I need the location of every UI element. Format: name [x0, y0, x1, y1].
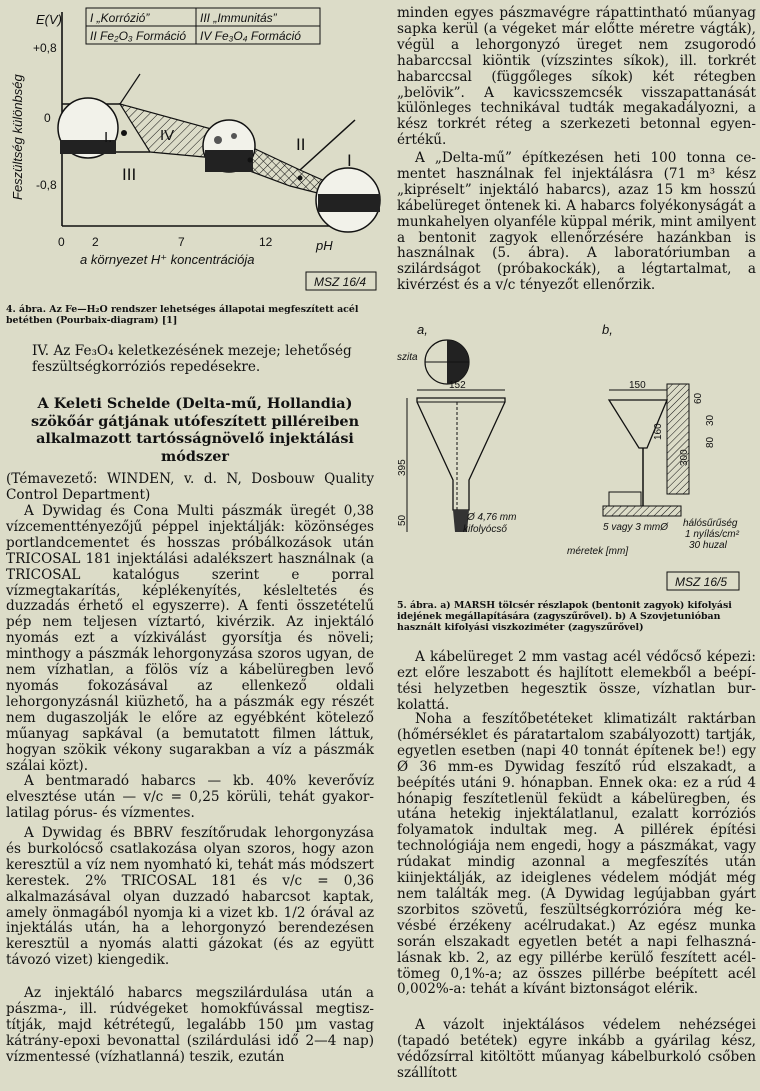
section-heading: A Keleti Schelde (Delta-mű, Hollandia) szökőár gátjának utófeszített pilléreiben alkalmazott tartósságnövelő injektálási módszer	[30, 395, 360, 465]
specimen-circle-3	[316, 168, 380, 232]
paragraph-iv: IV. Az Fe₃O₄ keletkezésének mezeje; lehetőség feszültségkorróziós repedésekre.	[32, 343, 352, 375]
paragraph-1: A Dywidag és Cona Multi pászmák üregét 0,38 vízcementtényezőjű péppel injektálják: közönséges portlandcementet és hosszas próbálkozások után TRICOSAL 181 injektálási adalékszert használnak (a TRICOSAL katalógus szerint e porral vízmegtakarítás, képlékenyítés, késleltetés és duzzadás érhető el egyszerre). A fenti összetételű pép nem teljesen víztartó, kivérzik. Az injektáló nyomás ezt a vízkiválást gyorsítja és növeli; minthogy a pászmák lehorgonyzása szoros ugyan, de nem vízhatlan, a fölös víz a kábelüregben levő nyomás fokozásával az ellenkező oldali lehorgonyzásnál kiüzhető, ha a pászmák egy részét nem dugaszolják le előre az egyébként kötelező műanyag sapkával (a bemutatott filmen láttuk, hogyan szökik vékony sugarakban a víz a pászmák szálai közt).	[6, 503, 374, 774]
paragraph-9: A vázolt injektálásos védelem nehézségei (tapadó betétek) egyre inkább a gyárilag kész, védőzsírral kitöltött műanyag kábelburkoló csőben szállított	[397, 1017, 756, 1081]
dim-50: 50	[397, 514, 408, 526]
paragraph-3: A Dywidag és BBRV feszítőrudak lehorgonyzása és burkolócső csatlakozása olyan szoros, hogy azon keresztül a víz nem nyomható ki, tehát más módszert kerestek. 2% TRICOSAL 181 és v/c = 0,36 alkalmazásával olyan duzzadó habarcsot kaptak, amely önmagából nyomja ki a vizet kb. 1/2 órával az injektálás után, ha a lehorgonyzó berendezésen keresztül a nyomás alatti gázokat (és az együtt távozó vizet) kiengedik.	[6, 825, 374, 969]
szita-label: szita	[397, 352, 418, 363]
note-1: hálósűrűség	[683, 518, 738, 529]
paragraph-7: A kábelüreget 2 mm vastag acél védőcső képezi: ezt előre leszabott és hajlított elemekből a beépítési helyzetben hegesztik össze, vízhatlan burkolattá.	[397, 649, 756, 713]
region-label-ii: II	[296, 135, 306, 154]
nozzle-sub: kifolyócső	[463, 524, 507, 535]
dim-300: 300	[679, 449, 690, 466]
x-axis-label: a környezet H⁺ koncentrációja	[80, 252, 255, 267]
specimen-circle-2	[203, 120, 255, 172]
fig5-caption: 5. ábra. a) MARSH tölcsér részlapok (bentonit zagyok) kifolyási idejének megállapítására (zagyszűrővel). b) A Szovjetunióban használt kifolyási viszkoziméter (zagyszűrővel)	[397, 600, 732, 633]
dim-395: 395	[397, 459, 408, 476]
x-tick-7: 7	[178, 235, 185, 249]
fig5-label-b: b,	[602, 322, 613, 337]
x-unit: pH	[316, 238, 333, 253]
region-label-i-left: I.	[104, 129, 113, 146]
paragraph-2: A bentmaradó habarcs — kb. 40% keverővíz elvesztése után — v/c = 0,25 körüli, tehát gyakorlatilag pórus- és vízmentes.	[6, 773, 374, 821]
legend-3: III „Immunitás”	[200, 11, 277, 25]
fig4-caption: 4. ábra. Az Fe—H₂O rendszer lehetséges állapotai megfeszített acél betétben (Pourbaix-diagram) [1]	[6, 304, 359, 326]
nozzle-label: Ø 4,76 mm	[467, 512, 517, 523]
y-tick-bot: -0,8	[36, 178, 57, 192]
tip-label: 5 vagy 3 mmØ	[603, 522, 669, 533]
fig5-label-a: a,	[417, 322, 428, 337]
legend-4: IV Fe₃O₄ Formáció	[200, 29, 301, 43]
region-label-iii: III	[122, 165, 137, 184]
x-tick-2: 2	[92, 235, 99, 249]
dim-152: 152	[449, 380, 466, 391]
y-axis-title: Feszültség különbség	[10, 74, 25, 200]
units-label: méretek [mm]	[567, 546, 629, 557]
x-tick-12: 12	[259, 235, 273, 249]
fig4-stamp: MSZ 16/4	[314, 275, 367, 289]
dim-60: 60	[693, 392, 704, 404]
dim-150: 150	[629, 380, 646, 391]
dim-160: 160	[653, 423, 664, 440]
paragraph-8: Noha a feszítőbetéteket klimatizált raktárban (hőmérséklet és páratartalom szabályozott) tartják, egyetlen esetben (napi 40 tonnát építenek be!) egy Ø 36 mm-es Dywidag feszítő rúd elszakadt, a beépítés utáni 9. hónapban. Ennek oka: ez a rúd 4 hónapig feszítetlenül feküdt a kábelüregben, és utána hetekig injektálatlanul, ezalatt korróziós folyamatok indultak meg. A pillérek építési technológiája nem engedi, hogy a pászmákat, vagy rúdakat mindig azonnal a megfeszítés után kiinjektálják, az ideiglenes védelem módját még nem találták meg. (A Dywidag legújabban gyárt szorbitos szövetű, feszültségkorrózióra még kevésbé érzékeny acélrudakat.) Az egész munka során elszakadt egyetlen betét a napi felhasználásnak kb. 2, az egy pillérbe kerülő feszített acéltömeg 0,1%-a; az összes pillérbe beépített acél 0,002%-a: tehát a kívánt biztonságot elérik.	[397, 711, 756, 998]
y-tick-mid: 0	[44, 111, 51, 125]
region-label-iv: IV	[160, 127, 175, 144]
legend-2: II Fe₂O₃ Formáció	[90, 29, 187, 43]
region-label-i-right: I	[347, 151, 352, 170]
paragraph-5: minden egyes pászmavégre rápattintható műanyag sapka kerül (a végeket már előtte méretre vágták), végül a lehorgonyzó üreget nem zsugorodó habarccsal kiöntik (vízszintes síkok), ill. torkrét habarccsal (függőleges síkok) két rétegben „belövik”. A kavicsszemcsék visszapattanását különleges technikával tudták megakadályozni, a kész torkrét réteg a szerkezeti betonnal egyenértékű.	[397, 5, 756, 149]
legend-1: I „Korrózió”	[90, 11, 150, 25]
note-2: 1 nyílás/cm²	[685, 529, 739, 540]
x-tick-0: 0	[58, 235, 65, 249]
y-unit: E(V)	[36, 12, 62, 27]
paragraph-6: A „Delta-mű” építkezésen heti 100 tonna cementet használnak fel injektálásra (71 m³ kész „kipréselt” injektáló habarcs), azaz 15 km hosszú kábelüreget öntenek ki. A habarcs folyékonyságát a munkahelyen olyanféle küppal mérik, mint amilyent a bentonit zagyok ellenőrzésére hazánkban is használnak (5. ábra). A laboratóriumban a szilárdságot (próbakockák), a légtartalmat, a kivérzést és a v/c tényezőt ellenőrzik.	[397, 150, 756, 294]
fig5-stamp: MSZ 16/5	[675, 575, 728, 589]
y-tick-top: +0,8	[33, 41, 57, 55]
dim-30: 30	[705, 414, 716, 426]
paragraph-4: Az injektáló habarcs megszilárdulása után a pászma-, ill. rúdvégeket homokfúvással megtisztítják, majd kétrétegű, legalább 150 µm vastag kátrány-epoxi bevonattal (szilárdulási idő 2—4 nap) vízmentessé (vízhatlanná) teszik, ezután	[6, 985, 374, 1065]
dim-80: 80	[705, 436, 716, 448]
pourbaix-diagram	[0, 0, 382, 296]
marsh-funnel-figure	[397, 320, 760, 596]
paragraph-temavezeto: (Témavezető: WINDEN, v. d. N, Dosbouw Quality Control Department)	[6, 471, 374, 503]
note-3: 30 huzal	[689, 540, 727, 551]
